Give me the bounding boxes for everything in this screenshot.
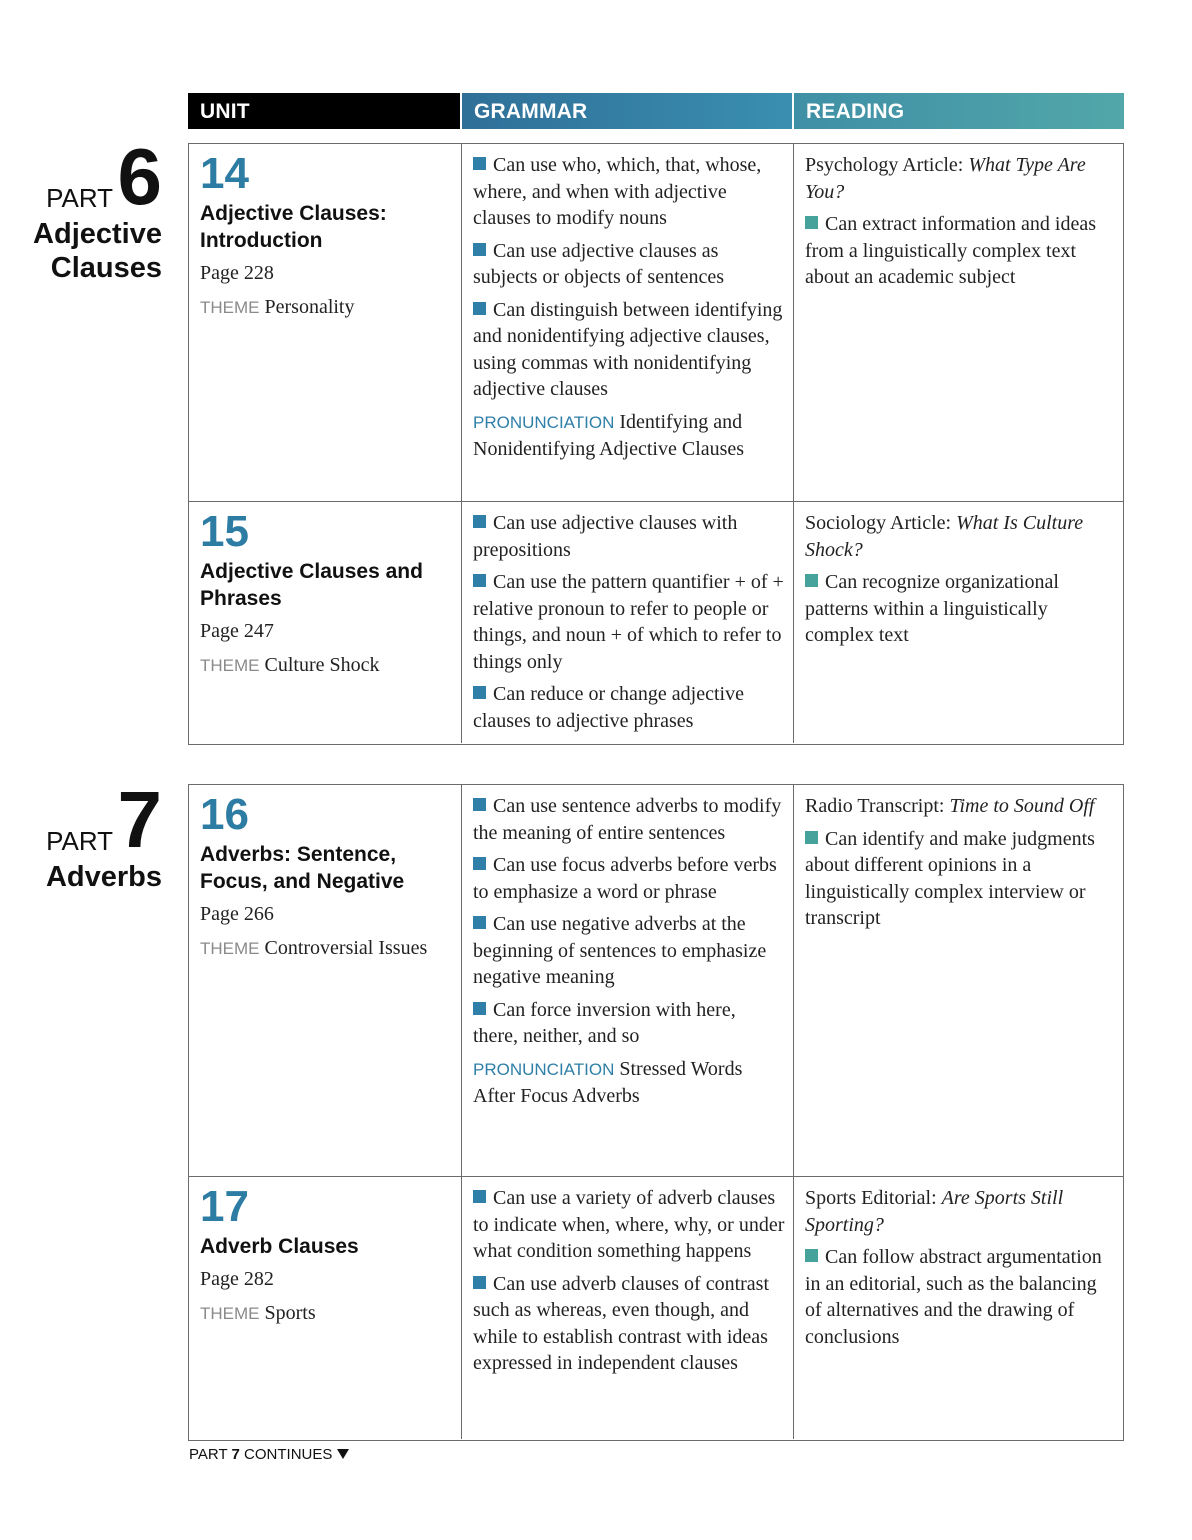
pronunciation-label: PRONUNCIATION — [473, 412, 615, 432]
square-bullet-icon — [473, 857, 486, 870]
unit-theme — [200, 294, 461, 321]
part-number: 6 — [117, 132, 162, 221]
unit-title: Adverbs: Sentence, Focus, and Negative — [200, 843, 405, 893]
header-unit: UNIT — [188, 93, 460, 129]
part-title-line: Adjective — [33, 218, 162, 250]
reading-title: Radio Transcript: Time to Sound Off — [805, 795, 1095, 817]
grammar-item: Can use focus adverbs before verbs to emphasize a word or phrase — [473, 854, 777, 903]
unit-theme — [200, 652, 461, 679]
square-bullet-icon — [473, 686, 486, 699]
unit-title: Adjective Clauses and Phrases — [200, 560, 423, 610]
grammar-cell — [462, 502, 794, 743]
grammar-item: Can use sentence adverbs to modify the meaning of entire sentences — [473, 795, 782, 844]
unit-cell — [189, 1177, 462, 1439]
square-bullet-icon — [805, 574, 818, 587]
unit-cell — [189, 785, 462, 1176]
part-7-table — [188, 784, 1124, 1441]
unit-16-row — [189, 785, 1123, 1176]
unit-theme — [200, 935, 461, 962]
header-grammar: GRAMMAR — [462, 93, 792, 129]
theme-label: THEME — [200, 939, 260, 958]
unit-title: Adjective Clauses: Introduction — [200, 202, 387, 252]
unit-number: 17 — [200, 1182, 249, 1231]
part-word: PART — [46, 826, 114, 856]
unit-page: Page 266 — [200, 903, 274, 925]
reading-cell — [794, 502, 1123, 743]
square-bullet-icon — [473, 916, 486, 929]
grammar-cell — [462, 785, 794, 1176]
unit-number: 15 — [200, 507, 249, 556]
reading-item: Can recognize organizational patterns within a linguistically complex text — [805, 571, 1059, 646]
footer-part-number: 7 — [231, 1446, 240, 1463]
reading-item: Can identify and make judgments about different opinions in a linguistically complex interview or transcript — [805, 827, 1095, 929]
unit-page: Page 282 — [200, 1268, 274, 1290]
grammar-item: Can use negative adverbs at the beginning of sentences to emphasize negative meaning — [473, 913, 767, 988]
footer-part-word: PART — [189, 1446, 228, 1463]
theme-value: Culture Shock — [264, 654, 380, 676]
square-bullet-icon — [473, 1002, 486, 1015]
part-title-line: Adverbs — [45, 861, 162, 893]
part-6-table — [188, 143, 1124, 745]
square-bullet-icon — [473, 243, 486, 256]
part-title — [33, 217, 162, 285]
grammar-item: Can force inversion with here, there, neither, and so — [473, 998, 736, 1047]
grammar-cell — [462, 1177, 794, 1439]
part-7-label — [45, 775, 162, 894]
part-6-label — [33, 132, 162, 285]
theme-label: THEME — [200, 1304, 260, 1323]
grammar-item: Can reduce or change adjective clauses to adjective phrases — [473, 683, 744, 732]
square-bullet-icon — [805, 831, 818, 844]
part-number: 7 — [117, 775, 162, 864]
square-bullet-icon — [473, 1276, 486, 1289]
header-reading: READING — [794, 93, 1124, 129]
pronunciation-label: PRONUNCIATION — [473, 1059, 615, 1079]
theme-value: Sports — [264, 1302, 316, 1324]
part-title — [46, 860, 162, 894]
footer-continues-text: CONTINUES — [244, 1446, 333, 1463]
unit-page: Page 247 — [200, 620, 274, 642]
square-bullet-icon — [473, 157, 486, 170]
part-word: PART — [46, 183, 114, 213]
unit-number: 16 — [200, 790, 249, 839]
square-bullet-icon — [473, 798, 486, 811]
unit-number: 14 — [200, 149, 249, 198]
theme-value: Controversial Issues — [264, 937, 428, 959]
reading-title: Sociology Article: What Is Culture Shock? — [805, 512, 1084, 561]
unit-15-row — [189, 501, 1123, 743]
square-bullet-icon — [473, 515, 486, 528]
part-continues-footer — [189, 1446, 349, 1463]
reading-cell — [794, 144, 1123, 501]
unit-title: Adverb Clauses — [200, 1235, 359, 1258]
part-title-line: Clauses — [50, 252, 162, 284]
pronunciation-item: PRONUNCIATION Stressed Words After Focus Adverbs — [473, 1057, 743, 1107]
reading-cell — [794, 785, 1123, 1176]
unit-cell — [189, 502, 462, 743]
grammar-item: Can use the pattern quantifier + of + relative pronoun to refer to people or things, and noun + of which to refer to things only — [473, 571, 784, 673]
unit-page: Page 228 — [200, 262, 274, 284]
grammar-item: Can use a variety of adverb clauses to indicate when, where, why, or under what condition something happens — [473, 1187, 785, 1262]
grammar-item: Can use adjective clauses as subjects or objects of sentences — [473, 239, 725, 288]
unit-17-row — [189, 1176, 1123, 1439]
square-bullet-icon — [473, 574, 486, 587]
column-header-bar — [188, 93, 1124, 129]
unit-theme — [200, 1300, 461, 1327]
grammar-item: Can distinguish between identifying and nonidentifying adjective clauses, using commas with nonidentifying adjective clauses — [473, 298, 783, 400]
theme-value: Personality — [264, 296, 355, 318]
grammar-item: Can use who, which, that, whose, where, and when with adjective clauses to modify nouns — [473, 154, 762, 229]
triangle-down-icon — [337, 1449, 349, 1459]
unit-14-row — [189, 144, 1123, 501]
grammar-item: Can use adjective clauses with prepositions — [473, 512, 738, 561]
reading-cell — [794, 1177, 1123, 1439]
grammar-cell — [462, 144, 794, 501]
square-bullet-icon — [473, 302, 486, 315]
pronunciation-item: PRONUNCIATION Identifying and Nonidentifying Adjective Clauses — [473, 410, 745, 460]
reading-title: Sports Editorial: Are Sports Still Sporting? — [805, 1187, 1064, 1236]
reading-item: Can extract information and ideas from a linguistically complex text about an academic subject — [805, 213, 1097, 288]
theme-label: THEME — [200, 298, 260, 317]
grammar-item: Can use adverb clauses of contrast such as whereas, even though, and while to establish contrast with ideas expressed in independent clauses — [473, 1272, 770, 1374]
square-bullet-icon — [473, 1190, 486, 1203]
theme-label: THEME — [200, 656, 260, 675]
unit-cell — [189, 144, 462, 501]
reading-item: Can follow abstract argumentation in an editorial, such as the balancing of alternatives and the drawing of conclusions — [805, 1246, 1102, 1348]
square-bullet-icon — [805, 216, 818, 229]
reading-title: Psychology Article: What Type Are You? — [805, 154, 1086, 203]
square-bullet-icon — [805, 1249, 818, 1262]
